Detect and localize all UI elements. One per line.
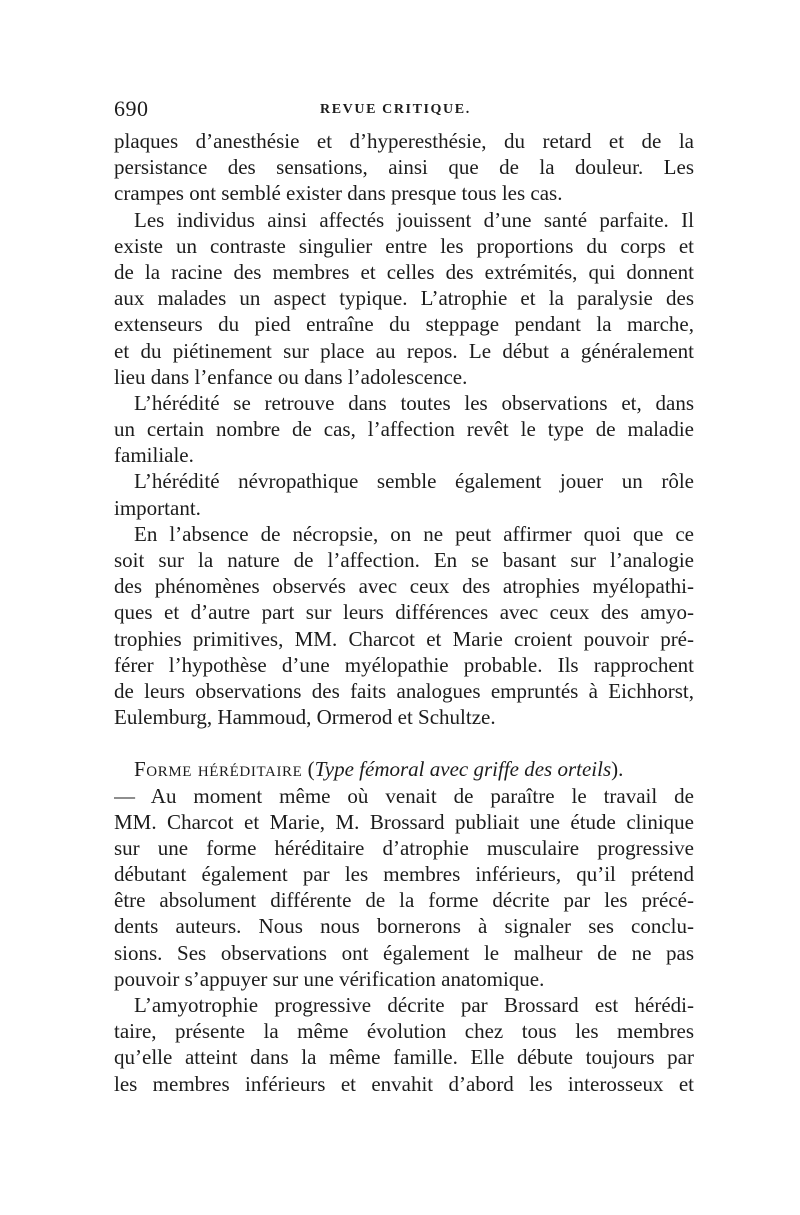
text-line: extenseurs du pied entraîne du steppage pendant la marche, bbox=[114, 312, 694, 337]
text-line: L’hérédité se retrouve dans toutes les observations et, dans bbox=[134, 390, 694, 415]
text-line: de la racine des membres et celles des extrémités, qui donnent bbox=[114, 259, 694, 284]
text-line: Eulemburg, Hammoud, Ormerod et Schultze. bbox=[114, 705, 496, 730]
text-line: L’hérédité névropathique semble également jouer un rôle bbox=[134, 469, 694, 494]
text-line: et du piétinement sur place au repos. Le début a généralement bbox=[114, 338, 694, 363]
text-line: familiale. bbox=[114, 443, 194, 468]
text-line: — Au moment même où venait de paraître le travail de bbox=[114, 783, 694, 808]
text-line: MM. Charcot et Marie, M. Brossard publiait une étude clinique bbox=[114, 809, 694, 834]
section-subtitle: Type fémoral avec griffe des orteils bbox=[314, 757, 612, 782]
text-line: être absolument différente de la forme décrite par les précé- bbox=[114, 888, 694, 913]
running-title: REVUE CRITIQUE. bbox=[320, 102, 471, 117]
subtitle-close: ). bbox=[611, 757, 624, 782]
text-line: un certain nombre de cas, l’affection revêt le type de maladie bbox=[114, 417, 694, 442]
section-spacer bbox=[114, 730, 694, 756]
text-line: les membres inférieurs et envahit d’abord les interosseux et bbox=[114, 1071, 694, 1096]
text-line: En l’absence de nécropsie, on ne peut affirmer quoi que ce bbox=[134, 521, 694, 546]
text-line: persistance des sensations, ainsi que de la douleur. Les bbox=[114, 155, 694, 180]
text-line: qu’elle atteint dans la même famille. Elle débute toujours par bbox=[114, 1045, 694, 1070]
text-line: aux malades un aspect typique. L’atrophie et la paralysie des bbox=[114, 286, 694, 311]
subtitle-open: ( bbox=[302, 757, 315, 782]
section-heading bbox=[114, 756, 694, 782]
text-line: trophies primitives, MM. Charcot et Marie croient pouvoir pré- bbox=[114, 626, 694, 651]
text-line: plaques d’anesthésie et d’hyperesthésie, du retard et de la bbox=[114, 129, 694, 153]
text-line: existe un contraste singulier entre les proportions du corps et bbox=[114, 233, 694, 258]
text-line: L’amyotrophie progressive décrite par Brossard est hérédi- bbox=[134, 993, 694, 1017]
text-line: dents auteurs. Nous nous bornerons à signaler ses conclu- bbox=[114, 914, 694, 939]
text-line: soit sur la nature de l’affection. En se basant sur l’analogie bbox=[114, 548, 694, 572]
text-line: débutant également par les membres inférieurs, qu’il prétend bbox=[114, 862, 694, 887]
text-line: crampes ont semblé exister dans presque tous les cas. bbox=[114, 181, 563, 206]
text-line: ques et d’autre part sur leurs différences avec ceux des amyo- bbox=[114, 600, 694, 625]
text-line: lieu dans l’enfance ou dans l’adolescence. bbox=[114, 364, 468, 389]
text-line: taire, présente la même évolution chez tous les membres bbox=[114, 1019, 694, 1044]
text-line: Les individus ainsi affectés jouissent d’une santé parfaite. Il bbox=[134, 207, 694, 232]
text-line: férer l’hypothèse d’une myélopathie probable. Ils rapprochent bbox=[114, 652, 694, 677]
text-line: de leurs observations des faits analogues empruntés à Eichhorst, bbox=[114, 678, 694, 703]
section-title: Forme héréditaire bbox=[134, 757, 303, 782]
text-line: des phénomènes observés avec ceux des atrophies myélopathi- bbox=[114, 574, 694, 599]
text-line: pouvoir s’appuyer sur une vérification anatomique. bbox=[114, 966, 545, 991]
running-head bbox=[114, 96, 694, 124]
text-line: important. bbox=[114, 495, 201, 520]
text-line: sions. Ses observations ont également le malheur de ne pas bbox=[114, 940, 694, 965]
page-number: 690 bbox=[114, 96, 149, 121]
text-line: sur une forme héréditaire d’atrophie musculaire progressive bbox=[114, 835, 694, 860]
body-text bbox=[114, 128, 694, 1097]
